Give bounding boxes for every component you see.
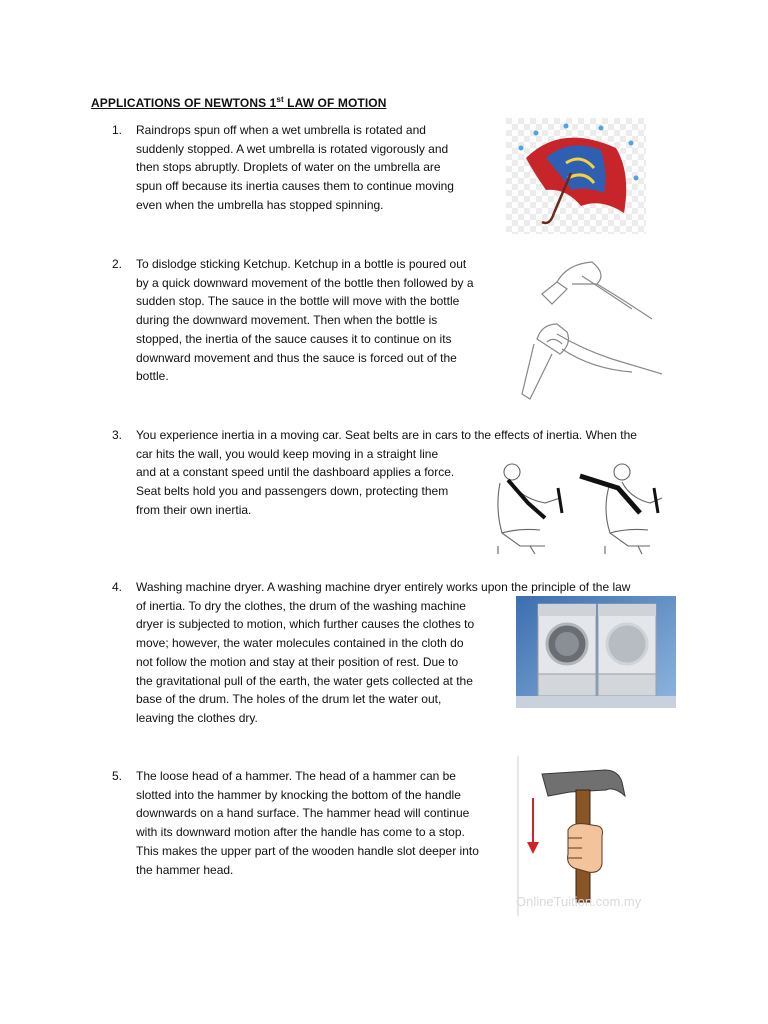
- umbrella-illustration: [506, 118, 646, 234]
- item-text-dryer: Washing machine dryer. A washing machine dryer entirely works upon the principle of the law of inertia. To dry the clothes, the drum of the washing machine dryer is subjected to motion, which further causes the clothes to move; however, the water molecules contained in the cloth do not follow the motion and stay at their position of rest. Due to the gravitational pull of the earth, the water gets collected at the base of the drum. The holes of the drum let the water out, leaving the clothes dry.: [136, 580, 631, 725]
- page-title: APPLICATIONS OF NEWTONS 1st LAW OF MOTION: [91, 95, 387, 110]
- item-number: 3.: [112, 428, 123, 442]
- item-number: 2.: [112, 257, 123, 271]
- watermark: OnlineTuition.com.my: [516, 894, 642, 909]
- item-text-seatbelt: You experience inertia in a moving car. Seat belts are in cars to the effects of inertia. When the car hits the wall, you would keep moving in a straight line and at a constant speed until the dashboard applies a force. Seat belts hold you and passengers down, protecting them from their own inertia.: [136, 428, 637, 517]
- item-text-ketchup: To dislodge sticking Ketchup. Ketchup in a bottle is poured out by a quick downward movement of the bottle then followed by a sudden stop. The sauce in the bottle will move with the bottle during the downward movement. Then when the bottle is stopped, the inertia of the sauce causes it to continue on its downward movement and thus the sauce is forced out of the bottle.: [136, 257, 474, 384]
- seatbelt-illustration: [490, 458, 670, 556]
- hammer-illustration: [510, 756, 670, 916]
- item-text-umbrella: Raindrops spun off when a wet umbrella is rotated and suddenly stopped. A wet umbrella is rotated vigorously and then stops abruptly. Droplets of water on the umbrella are spun off because its inertia causes them to continue moving even when the umbrella has stopped spinning.: [136, 123, 454, 212]
- item-number: 4.: [112, 580, 123, 594]
- item-text-hammer: The loose head of a hammer. The head of a hammer can be slotted into the hammer by knocking the bottom of the handle downwards on a hand surface. The hammer head will continue with its downward motion after the handle has come to a stop. This makes the upper part of the wooden handle slot deeper into the hammer head.: [136, 769, 479, 877]
- item-number: 5.: [112, 769, 123, 783]
- item-number: 1.: [112, 123, 123, 137]
- washing-machine-photo: [516, 596, 676, 708]
- ketchup-bottle-illustration: [512, 254, 662, 404]
